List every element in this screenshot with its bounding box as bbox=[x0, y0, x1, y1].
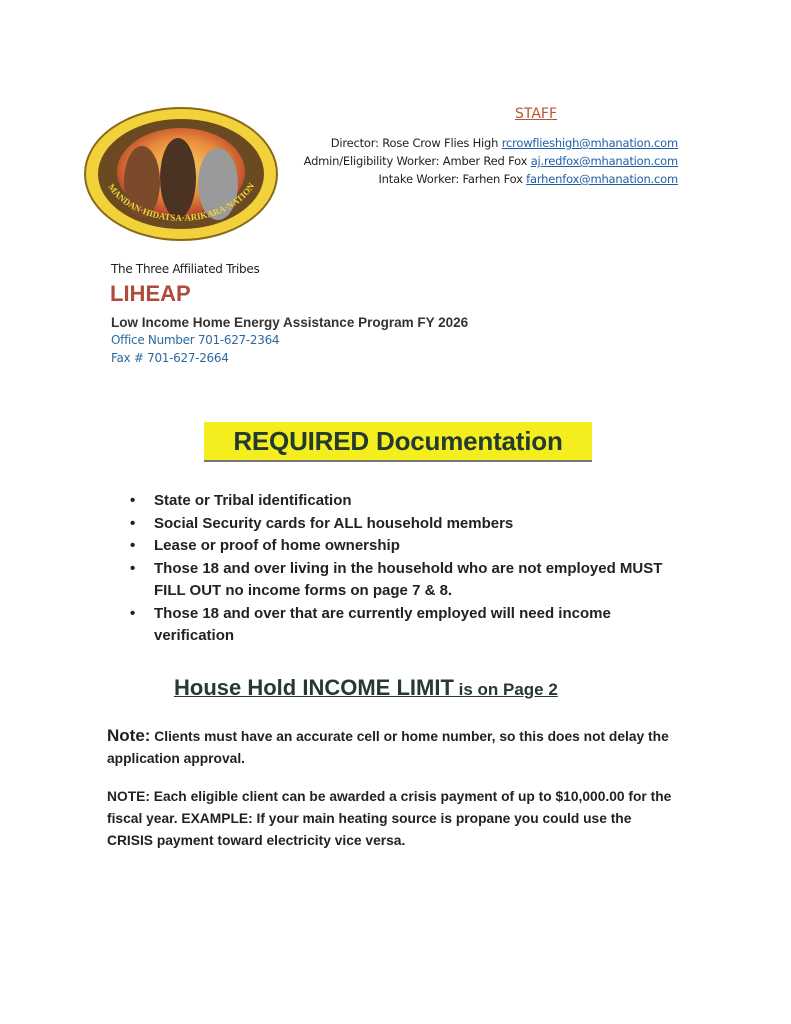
note-lead: Note: bbox=[107, 726, 151, 745]
logo-ring-text: MANDAN·HIDATSA·ARIKARA·NATION bbox=[106, 181, 257, 223]
list-item: • Social Security cards for ALL household members bbox=[128, 513, 688, 536]
fax-number: Fax # 701-627-2664 bbox=[111, 351, 229, 365]
program-acronym: LIHEAP bbox=[110, 281, 191, 306]
email-link[interactable]: farhenfox@mhanation.com bbox=[526, 172, 678, 186]
note-text: Clients must have an accurate cell or home number, so this does not delay the application approval. bbox=[107, 729, 669, 766]
office-number: Office Number 701-627-2364 bbox=[111, 333, 280, 347]
tribal-seal-logo bbox=[82, 100, 280, 242]
staff-director bbox=[331, 136, 678, 150]
phone-note bbox=[107, 725, 677, 770]
tribes-label: The Three Affiliated Tribes bbox=[111, 262, 260, 276]
list-item: • Lease or proof of home ownership bbox=[128, 535, 688, 558]
staff-intake-worker bbox=[378, 172, 678, 186]
income-limit-heading bbox=[174, 675, 558, 701]
program-name: Low Income Home Energy Assistance Program FY 2026 bbox=[111, 315, 469, 330]
list-item: • State or Tribal identification bbox=[128, 490, 688, 513]
staff-eligibility-worker bbox=[304, 154, 678, 168]
staff-role: Admin/Eligibility Worker: Amber Red Fox bbox=[303, 154, 528, 168]
required-documentation-heading: REQUIRED Documentation bbox=[204, 422, 592, 462]
email-link[interactable]: aj.redfox@mhanation.com bbox=[530, 154, 678, 168]
staff-role: Intake Worker: Farhen Fox bbox=[378, 172, 523, 186]
staff-heading: STAFF bbox=[515, 106, 558, 122]
required-documents-list bbox=[128, 490, 688, 648]
crisis-payment-note: NOTE: Each eligible client can be awarded a crisis payment of up to $10,000.00 for the fiscal year. EXAMPLE: If your main heating source is propane you could use the CRISIS payment toward electricity vice versa. bbox=[107, 789, 672, 848]
staff-role: Director: Rose Crow Flies High bbox=[330, 136, 499, 150]
list-item: • Those 18 and over that are currently employed will need income verification bbox=[128, 603, 688, 648]
list-item: • Those 18 and over living in the household who are not employed MUST FILL OUT no income forms on page 7 & 8. bbox=[128, 558, 688, 603]
email-link[interactable]: rcrowflieshigh@mhanation.com bbox=[501, 136, 678, 150]
income-limit-title: House Hold INCOME LIMIT bbox=[174, 675, 454, 700]
income-limit-page-ref: is on Page 2 bbox=[453, 680, 558, 699]
